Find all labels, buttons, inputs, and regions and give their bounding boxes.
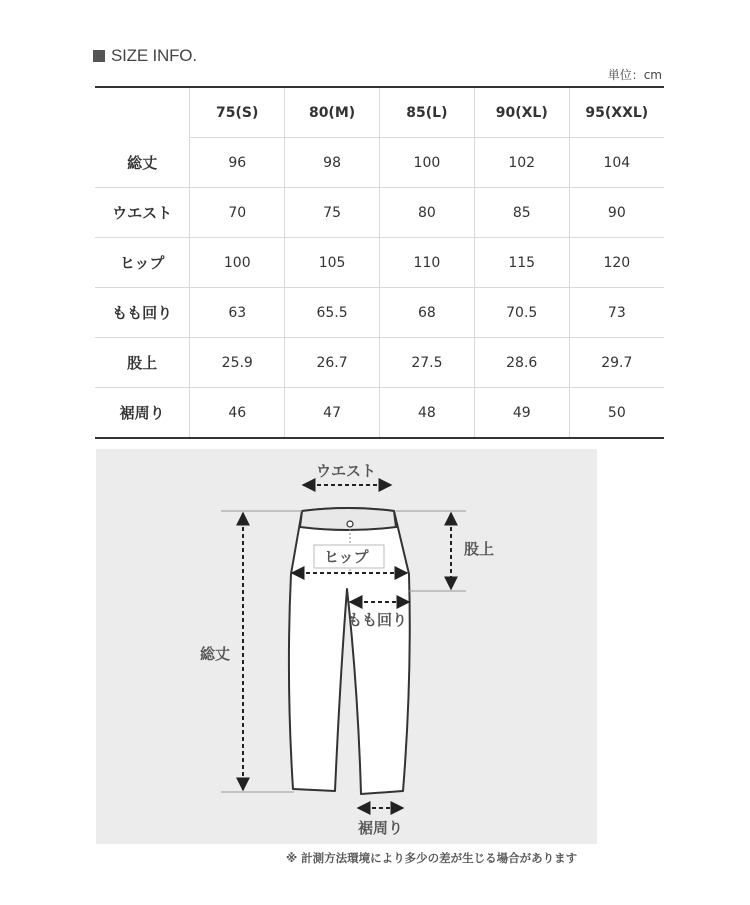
button-icon: [347, 521, 353, 527]
table-cell: 26.7: [285, 338, 380, 388]
table-cell: 102: [474, 138, 569, 188]
table-row: [95, 338, 664, 388]
table-row: [95, 288, 664, 338]
row-label: 股上: [95, 338, 190, 388]
table-cell: 100: [190, 238, 285, 288]
table-cell: 70.5: [474, 288, 569, 338]
row-label: もも回り: [95, 288, 190, 338]
size-header: 85(L): [379, 87, 474, 138]
section-title: [93, 44, 197, 68]
size-table: [95, 86, 664, 439]
unit-label: 単位：cm: [607, 68, 662, 82]
table-cell: 100: [379, 138, 474, 188]
table-cell: 28.6: [474, 338, 569, 388]
square-bullet-icon: [93, 50, 105, 62]
table-cell: 48: [379, 388, 474, 439]
table-cell: 105: [285, 238, 380, 288]
size-header: 95(XXL): [569, 87, 664, 138]
table-cell: 70: [190, 188, 285, 238]
table-cell: 90: [569, 188, 664, 238]
table-cell: 110: [379, 238, 474, 288]
hem-label: 裾周り: [358, 819, 404, 837]
row-label: 総丈: [95, 138, 190, 188]
length-label: 総丈: [200, 645, 231, 663]
table-cell: 63: [190, 288, 285, 338]
row-label: ヒップ: [95, 238, 190, 288]
table-cell: 120: [569, 238, 664, 288]
row-label: ウエスト: [95, 188, 190, 238]
size-header: 75(S): [190, 87, 285, 138]
table-cell: 49: [474, 388, 569, 439]
table-row: [95, 238, 664, 288]
table-cell: 46: [190, 388, 285, 439]
measurement-note: ※ 計測方法環境により多少の差が生じる場合があります: [286, 851, 578, 865]
size-header: 80(M): [285, 87, 380, 138]
pants-illustration: [96, 449, 597, 844]
table-cell: 75: [285, 188, 380, 238]
table-cell: 85: [474, 188, 569, 238]
table-cell: 68: [379, 288, 474, 338]
hip-label: ヒップ: [324, 548, 369, 566]
table-cell: 25.9: [190, 338, 285, 388]
table-cell: 96: [190, 138, 285, 188]
table-cell: 73: [569, 288, 664, 338]
rise-label: 股上: [464, 540, 495, 558]
table-cell: 50: [569, 388, 664, 439]
thigh-label: もも回り: [347, 611, 408, 629]
waist-label: ウエスト: [316, 462, 377, 480]
table-row: [95, 138, 664, 188]
table-cell: 47: [285, 388, 380, 439]
section-title-text: SIZE INFO.: [111, 46, 197, 65]
size-header-row: [95, 87, 664, 138]
table-cell: 29.7: [569, 338, 664, 388]
table-cell: 98: [285, 138, 380, 188]
table-cell: 115: [474, 238, 569, 288]
table-cell: 27.5: [379, 338, 474, 388]
size-header: 90(XL): [474, 87, 569, 138]
table-cell: 65.5: [285, 288, 380, 338]
table-cell: 80: [379, 188, 474, 238]
corner-cell: [95, 87, 190, 138]
table-row: [95, 388, 664, 439]
table-row: [95, 188, 664, 238]
pants-measurement-diagram: [96, 449, 597, 844]
table-cell: 104: [569, 138, 664, 188]
row-label: 裾周り: [95, 388, 190, 439]
